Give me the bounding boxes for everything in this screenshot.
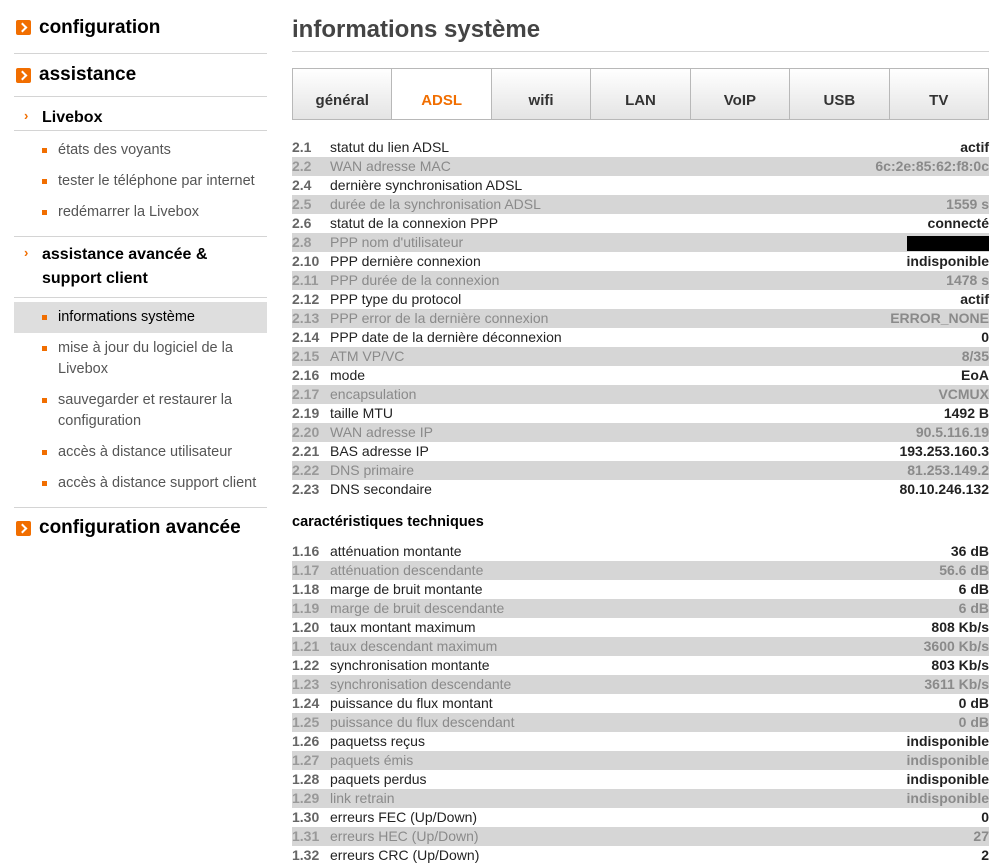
- table-row: [292, 176, 989, 195]
- row-value: EoA: [961, 367, 989, 383]
- row-number: 1.29: [292, 789, 330, 808]
- page-title: informations système: [292, 16, 989, 52]
- row-number: 1.17: [292, 561, 330, 580]
- nav-item-tester-telephone[interactable]: [14, 166, 267, 197]
- row-value: actif: [960, 291, 989, 307]
- table-row: [292, 675, 989, 694]
- row-label: synchronisation descendante: [330, 675, 785, 694]
- nav-item-sauvegarder[interactable]: [14, 385, 267, 437]
- row-value: 0 dB: [785, 713, 989, 732]
- row-value: connecté: [927, 215, 989, 231]
- row-number: 1.30: [292, 809, 320, 825]
- nav-item-acces-support[interactable]: [14, 468, 267, 499]
- table-row: [292, 770, 989, 789]
- row-value: 6c:2e:85:62:f8:0c: [772, 157, 989, 176]
- row-value: indisponible: [906, 253, 989, 269]
- row-value: indisponible: [906, 733, 989, 749]
- row-number: 2.23: [292, 481, 320, 497]
- nav-section-assistance[interactable]: [14, 54, 267, 97]
- row-value: 0: [981, 809, 989, 825]
- row-number: 2.17: [292, 385, 330, 404]
- table-row: [292, 580, 989, 599]
- row-label: PPP date de la dernière déconnexion: [330, 329, 562, 345]
- table-row: [292, 561, 989, 580]
- row-label: PPP durée de la connexion: [330, 271, 772, 290]
- table-row: [292, 542, 989, 561]
- table-row: [292, 637, 989, 656]
- table-row: [292, 713, 989, 732]
- row-number: 2.5: [292, 195, 330, 214]
- row-number: 2.21: [292, 443, 320, 459]
- row-value: 81.253.149.2: [772, 461, 989, 480]
- row-number: 2.13: [292, 309, 330, 328]
- table-row: [292, 423, 989, 442]
- row-label: BAS adresse IP: [330, 443, 429, 459]
- table-row: [292, 252, 989, 271]
- table-row: [292, 656, 989, 675]
- row-label: marge de bruit descendante: [330, 599, 785, 618]
- row-label: puissance du flux montant: [330, 695, 493, 711]
- row-number: 1.23: [292, 675, 330, 694]
- tab-tv[interactable]: TV: [890, 69, 989, 119]
- row-label: encapsulation: [330, 385, 772, 404]
- row-number: 2.22: [292, 461, 330, 480]
- row-value: 6 dB: [958, 581, 989, 597]
- row-value: indisponible: [785, 751, 989, 770]
- row-value: 3600 Kb/s: [785, 637, 989, 656]
- row-value: indisponible: [906, 771, 989, 787]
- table-row: [292, 732, 989, 751]
- nav-item-informations-systeme[interactable]: [14, 302, 267, 333]
- table-row: [292, 694, 989, 713]
- nav-item-etats-voyants[interactable]: [14, 135, 267, 166]
- nav-item-label: sauvegarder et restaurer la configuration: [58, 392, 233, 429]
- nav-sub-label: Livebox: [42, 109, 103, 126]
- table-row: [292, 442, 989, 461]
- row-number: 2.20: [292, 423, 330, 442]
- row-label: erreurs HEC (Up/Down): [330, 827, 785, 846]
- row-value: 6 dB: [785, 599, 989, 618]
- bullet-icon: [42, 346, 47, 351]
- table-row: [292, 751, 989, 770]
- row-number: 2.2: [292, 157, 330, 176]
- main-content: [292, 0, 989, 865]
- nav-item-label: mise à jour du logiciel de la Livebox: [58, 340, 233, 377]
- bullet-icon: [42, 398, 47, 403]
- chevron-right-icon: ›: [24, 245, 29, 260]
- row-value: 193.253.160.3: [899, 443, 989, 459]
- row-number: 2.6: [292, 215, 312, 231]
- table-row: [292, 328, 989, 347]
- nav-item-label: accès à distance utilisateur: [58, 444, 233, 460]
- row-value: 803 Kb/s: [931, 657, 989, 673]
- sidebar: [14, 0, 267, 548]
- row-value: 808 Kb/s: [931, 619, 989, 635]
- row-number: 1.19: [292, 599, 330, 618]
- row-label: atténuation descendante: [330, 561, 785, 580]
- row-number: 1.25: [292, 713, 330, 732]
- row-number: 2.19: [292, 405, 320, 421]
- row-label: DNS primaire: [330, 461, 772, 480]
- row-number: 2.16: [292, 367, 320, 383]
- nav-sub-assistance-avancee[interactable]: [14, 237, 267, 298]
- bullet-icon: [42, 148, 47, 153]
- table-row: [292, 618, 989, 637]
- table-row: [292, 290, 989, 309]
- bullet-icon: [42, 481, 47, 486]
- row-value: 8/35: [772, 347, 989, 366]
- row-value: [772, 233, 989, 252]
- tab-wifi[interactable]: wifi: [492, 69, 591, 119]
- row-label: mode: [330, 367, 366, 383]
- nav-item-label: tester le téléphone par internet: [58, 173, 255, 189]
- table-row: [292, 599, 989, 618]
- row-label: atténuation montante: [330, 543, 462, 559]
- row-value: ERROR_NONE: [772, 309, 989, 328]
- row-number: 2.10: [292, 253, 320, 269]
- table-row: [292, 461, 989, 480]
- row-number: 1.18: [292, 581, 320, 597]
- bullet-icon: [42, 450, 47, 455]
- row-value: indisponible: [785, 789, 989, 808]
- row-label: PPP error de la dernière connexion: [330, 309, 772, 328]
- section-heading-tech: caractéristiques techniques: [292, 514, 484, 530]
- tech-info-table: [292, 542, 989, 865]
- row-label: WAN adresse MAC: [330, 157, 772, 176]
- row-label: taux descendant maximum: [330, 637, 785, 656]
- row-number: 2.8: [292, 233, 330, 252]
- nav-sub-label: assistance avancée & support client: [42, 246, 208, 287]
- orange-arrow-icon: [16, 68, 31, 83]
- nav-item-mise-a-jour[interactable]: [14, 333, 267, 385]
- nav-section-label: configuration avancée: [39, 517, 241, 538]
- row-label: dernière synchronisation ADSL: [330, 177, 523, 193]
- row-label: erreurs FEC (Up/Down): [330, 809, 478, 825]
- table-row: [292, 385, 989, 404]
- row-number: 1.32: [292, 847, 320, 863]
- tab-lan[interactable]: LAN: [591, 69, 690, 119]
- table-row: [292, 347, 989, 366]
- table-row: [292, 214, 989, 233]
- row-number: 1.22: [292, 657, 320, 673]
- row-label: paquets émis: [330, 751, 785, 770]
- nav-section-label: configuration: [39, 16, 161, 38]
- tab-adsl[interactable]: ADSL: [392, 69, 491, 119]
- row-value: VCMUX: [772, 385, 989, 404]
- row-value: 0 dB: [958, 695, 989, 711]
- row-label: PPP dernière connexion: [330, 253, 481, 269]
- row-label: link retrain: [330, 789, 785, 808]
- livebox-item-list: [14, 131, 267, 237]
- adsl-info-table: [292, 138, 989, 499]
- row-value: actif: [960, 139, 989, 155]
- table-row: [292, 404, 989, 423]
- row-label: paquetss reçus: [330, 733, 425, 749]
- avancee-item-list: [14, 298, 267, 508]
- tab-usb[interactable]: USB: [790, 69, 889, 119]
- nav-item-acces-utilisateur[interactable]: [14, 437, 267, 468]
- table-row: [292, 233, 989, 252]
- orange-arrow-icon: [16, 521, 31, 536]
- row-value: 2: [981, 847, 989, 863]
- tab-bar: [292, 68, 989, 120]
- table-row: [292, 808, 989, 827]
- row-number: 1.20: [292, 619, 320, 635]
- row-label: erreurs CRC (Up/Down): [330, 847, 480, 863]
- row-number: 1.24: [292, 695, 320, 711]
- row-number: 2.12: [292, 291, 320, 307]
- row-value: [772, 176, 989, 195]
- row-label: DNS secondaire: [330, 481, 432, 497]
- row-label: WAN adresse IP: [330, 423, 772, 442]
- row-number: 2.1: [292, 139, 312, 155]
- row-label: statut de la connexion PPP: [330, 215, 499, 231]
- orange-arrow-icon: [16, 20, 31, 35]
- table-row: [292, 846, 989, 865]
- row-value: 0: [981, 329, 989, 345]
- table-row: [292, 157, 989, 176]
- row-value: 80.10.246.132: [899, 481, 989, 497]
- nav-section-configuration-avancee[interactable]: [14, 508, 267, 548]
- row-label: taux montant maximum: [330, 619, 476, 635]
- table-row: [292, 789, 989, 808]
- table-row: [292, 827, 989, 846]
- nav-section-label: assistance: [39, 64, 137, 85]
- row-number: 1.27: [292, 751, 330, 770]
- nav-item-redemarrer[interactable]: [14, 197, 267, 228]
- row-label: PPP type du protocol: [330, 291, 462, 307]
- nav-item-label: états des voyants: [58, 142, 171, 158]
- redacted-value: [907, 236, 989, 251]
- row-label: PPP nom d'utilisateur: [330, 233, 772, 252]
- row-value: 1478 s: [772, 271, 989, 290]
- bullet-icon: [42, 179, 47, 184]
- chevron-right-icon: ›: [24, 108, 29, 123]
- row-value: 90.5.116.19: [772, 423, 989, 442]
- row-label: taille MTU: [330, 405, 394, 421]
- nav-item-label: accès à distance support client: [58, 475, 257, 491]
- table-row: [292, 309, 989, 328]
- row-number: 2.4: [292, 177, 312, 193]
- row-number: 2.15: [292, 347, 330, 366]
- row-label: puissance du flux descendant: [330, 713, 785, 732]
- row-value: 27: [785, 827, 989, 846]
- table-row: [292, 138, 989, 157]
- row-number: 1.16: [292, 543, 320, 559]
- bullet-icon: [42, 210, 47, 215]
- row-number: 2.11: [292, 271, 330, 290]
- row-number: 1.21: [292, 637, 330, 656]
- row-value: 3611 Kb/s: [785, 675, 989, 694]
- tab-voip[interactable]: VoIP: [691, 69, 790, 119]
- row-number: 1.31: [292, 827, 330, 846]
- table-row: [292, 271, 989, 290]
- table-row: [292, 195, 989, 214]
- row-label: synchronisation montante: [330, 657, 490, 673]
- row-number: 1.28: [292, 771, 320, 787]
- table-row: [292, 366, 989, 385]
- row-number: 2.14: [292, 329, 320, 345]
- row-label: marge de bruit montante: [330, 581, 483, 597]
- table-row: [292, 480, 989, 499]
- nav-item-label: informations système: [58, 309, 195, 325]
- row-value: 1559 s: [772, 195, 989, 214]
- row-label: statut du lien ADSL: [330, 139, 450, 155]
- row-label: durée de la synchronisation ADSL: [330, 195, 772, 214]
- nav-section-configuration[interactable]: [14, 2, 267, 54]
- row-label: paquets perdus: [330, 771, 427, 787]
- tab-general[interactable]: général: [293, 69, 392, 119]
- row-value: 1492 B: [943, 405, 989, 421]
- bullet-icon: [42, 315, 47, 320]
- nav-item-label: redémarrer la Livebox: [58, 204, 200, 220]
- row-value: 36 dB: [950, 543, 989, 559]
- row-label: ATM VP/VC: [330, 347, 772, 366]
- row-value: 56.6 dB: [785, 561, 989, 580]
- row-number: 1.26: [292, 733, 320, 749]
- nav-sub-livebox[interactable]: [14, 97, 267, 131]
